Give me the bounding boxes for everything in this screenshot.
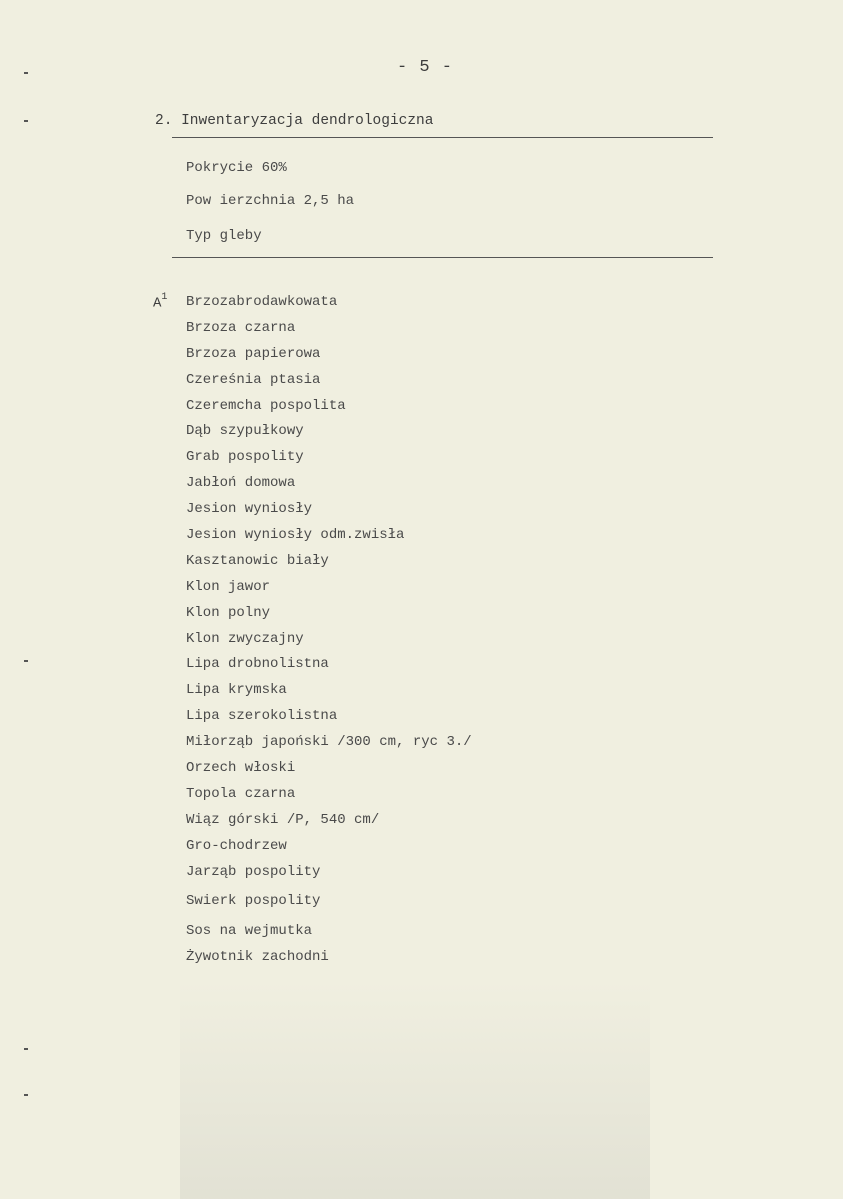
list-item: Jabłoń domowa	[186, 475, 296, 492]
list-item: Lipa drobnolistna	[186, 656, 329, 673]
list-item: Grab pospolity	[186, 449, 304, 466]
list-item: Swierk pospolity	[186, 893, 321, 910]
section-marker-letter: A	[153, 295, 162, 312]
list-item: Miłorząb japoński /300 cm, ryc 3./	[186, 734, 472, 751]
list-item: Klon polny	[186, 604, 271, 621]
scan-shading	[180, 980, 650, 1199]
list-item: Lipa krymska	[186, 682, 287, 699]
margin-mark	[24, 1094, 28, 1096]
list-item: Topola czarna	[186, 785, 296, 802]
margin-mark	[24, 72, 28, 74]
margin-mark	[24, 120, 28, 122]
list-item: Lipa szerokolistna	[186, 708, 338, 725]
heading-rule	[172, 137, 713, 138]
list-item: Jesion wyniosły	[186, 501, 313, 518]
area-text: Pow ierzchnia 2,5 ha	[186, 193, 355, 209]
list-item: Orzech włoski	[186, 760, 296, 777]
section-marker	[153, 294, 167, 312]
margin-mark	[24, 1048, 28, 1050]
list-item: Kasztanowic biały	[186, 552, 329, 569]
soil-type-text: Typ gleby	[186, 228, 262, 244]
species-list	[186, 294, 472, 975]
list-item: Wiąz górski /P, 540 cm/	[186, 811, 380, 828]
properties-rule	[172, 257, 713, 258]
list-item: Brzozabrodawkowata	[186, 294, 338, 310]
coverage-text: Pokrycie 60%	[186, 160, 287, 176]
list-item: Brzoza czarna	[186, 319, 296, 336]
list-item: Brzoza papierowa	[186, 345, 321, 362]
page-number: - 5 -	[396, 58, 453, 77]
section-marker-superscript: 1	[161, 292, 168, 303]
list-item: Dąb szypułkowy	[186, 423, 304, 440]
list-item: Klon zwyczajny	[186, 630, 304, 647]
list-item: Jarząb pospolity	[186, 863, 321, 880]
list-item: Klon jawor	[186, 578, 271, 595]
list-item: Sos na wejmutka	[186, 923, 313, 940]
margin-mark	[24, 660, 28, 662]
list-item: Jesion wyniosły odm.zwisła	[186, 527, 405, 544]
list-item: Żywotnik zachodni	[186, 949, 329, 966]
list-item: Czeremcha pospolita	[186, 397, 346, 414]
section-heading: 2. Inwentaryzacja dendrologiczna	[155, 113, 434, 129]
list-item: Czereśnia ptasia	[186, 371, 321, 388]
list-item: Gro-chodrzew	[186, 837, 287, 854]
